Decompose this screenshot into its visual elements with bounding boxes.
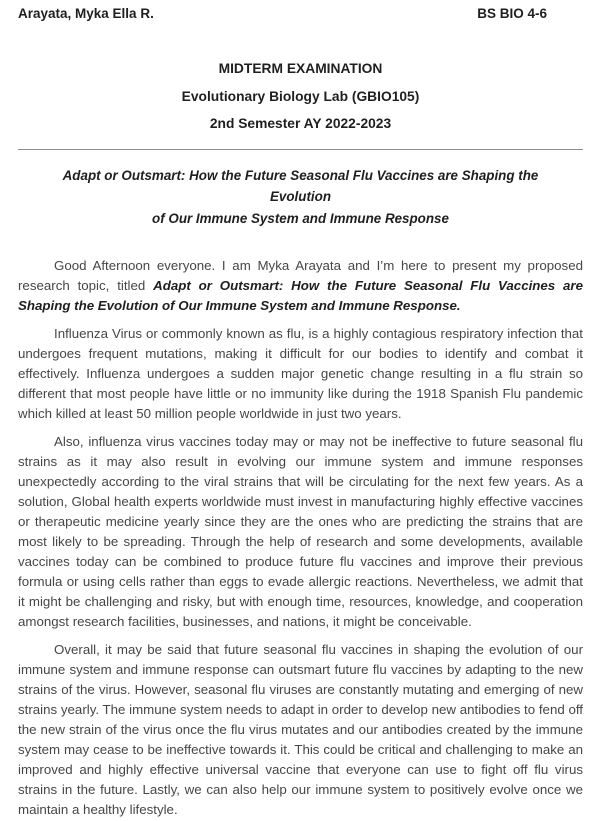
- paragraph-introduction-title-emphasis: Adapt or Outsmart: How the Future Seasonal Flu Vaccines are Shaping the Evolution of Our Immune System and Immune Response.: [18, 278, 584, 313]
- exam-heading-course: Evolutionary Biology Lab (GBIO105): [181, 88, 420, 104]
- paragraph-introduction: [18, 256, 583, 316]
- paragraph-introduction-lead: Good Afternoon everyone. I am Myka Arayata and I’m here to present my proposed research topic, titled: [18, 258, 583, 293]
- presentation-title-line-1: Adapt or Outsmart: How the Future Seasonal Flu Vaccines are Shaping the Evolution: [62, 167, 539, 204]
- class-section: BS BIO 4-6: [477, 6, 547, 21]
- paragraph-conclusion: Overall, it may be said that future seasonal flu vaccines in shaping the evolution of our immune system and immune response can outsmart future flu vaccines by adapting to the new strains of the virus. However, seasonal flu viruses are constantly mutating and emerging of new strains yearly. The immune system needs to adapt in order to develop new antibodies to fend off the new strain of the virus once the flu virus mutates and our antibodies created by the immune system may cease to be ineffective towards it. This could be critical and challenging to make an improved and highly effective universal vaccine that everyone can use to fight off flu virus strains in the future. Lastly, we can also help our immune system to positively evolve once we maintain a healthy lifestyle.: [18, 642, 583, 817]
- document-header: [18, 6, 583, 22]
- exam-heading-semester: 2nd Semester AY 2022-2023: [209, 116, 392, 131]
- presentation-title: [32, 165, 569, 230]
- paragraph-influenza-overview: Influenza Virus or commonly known as flu, is a highly contagious respiratory infection that undergoes frequent mutations, making it difficult for our bodies to identify and combat it effectively. Influenza undergoes a sudden major genetic change resulting in a flu strain so different that most people have little or no immunity like during the 1918 Spanish Flu pandemic which killed at least 50 million people worldwide in just two years.: [18, 326, 583, 421]
- section-divider: [18, 149, 583, 150]
- paragraph-vaccine-strategy: Also, influenza virus vaccines today may or may not be ineffective to future seasonal flu strains as it may also result in evolving our immune system and immune responses unexpectedly according to the viral strains that will be circulating for the next few years. As a solution, Global health experts worldwide must invest in manufacturing highly effective vaccines or therapeutic medicine yearly since they are the ones who are predicting the strains that are most likely to be spreading. Through the help of research and some developments, available vaccines today can be combined to produce future flu vaccines and improve their previous formula or using cells rather than eggs to evade allergic reactions. Nevertheless, we admit that it might be challenging and risky, but with enough time, resources, knowledge, and cooperation amongst research facilities, businesses, and nations, it might be conceivable.: [18, 434, 583, 629]
- presentation-title-line-2: of Our Immune System and Immune Response: [152, 210, 449, 226]
- exam-heading-title: MIDTERM EXAMINATION: [218, 61, 383, 76]
- student-name: Arayata, Myka Ella R.: [18, 6, 154, 21]
- exam-heading: [18, 55, 583, 138]
